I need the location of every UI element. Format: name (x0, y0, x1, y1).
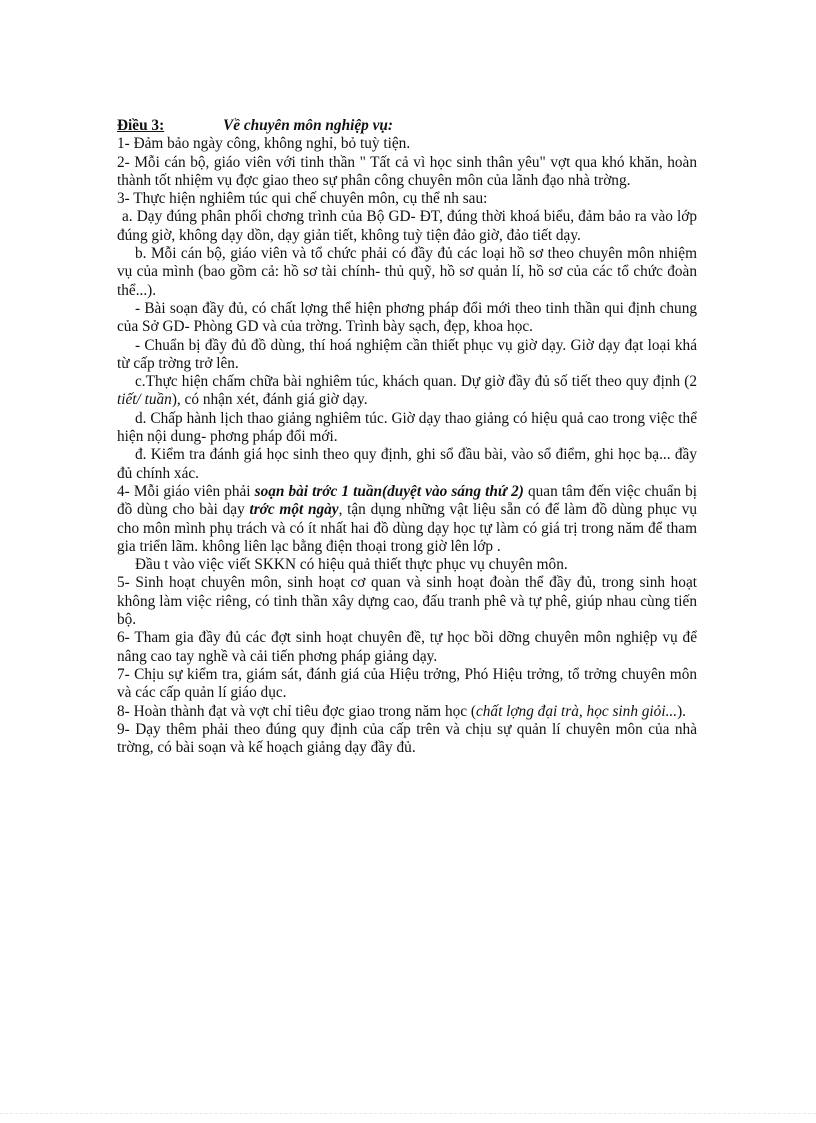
paragraph-3c-text-b: ), có nhận xét, đánh giá giờ dạy. (171, 391, 368, 409)
document-body (117, 117, 697, 757)
paragraph-2: 2- Mỗi cán bộ, giáo viên với tinh thần " Tất cả vì học sinh thân yêu" vợt qua khó khăn, hoàn thành tốt nhiệm vụ đợc giao theo sự phân công chuyên môn của lãnh đạo nhà trờng. (117, 153, 697, 189)
paragraph-3a: a. Dạy đúng phân phối chơng trình của Bộ GD- ĐT, đúng thời khoá biểu, đảm bảo ra vào lớp đúng giờ, không dạy dồn, dạy giản tiết, không tuỳ tiện đảo giờ, đảo tiết dạy. (117, 208, 697, 244)
article-title: Về chuyên môn nghiệp vụ: (223, 117, 393, 134)
paragraph-8-text-b: ). (677, 702, 686, 720)
paragraph-8-italic: chất lợng đại trà, học sinh giỏi... (475, 702, 678, 720)
paragraph-4-emphasis-b: trớc một ngày (249, 501, 339, 519)
paragraph-4-text-b: quan tâm đến việc chuẩn bị đồ dùng cho bài dạy (117, 482, 698, 519)
paragraph-8-text-a: 8- Hoàn thành đạt và vợt chỉ tiêu đợc giao trong năm học ( (117, 702, 476, 720)
paragraph-1: 1- Đảm bảo ngày công, không nghỉ, bỏ tuỳ tiện. (117, 135, 411, 153)
paragraph-4-text-c: , tận dụng những vật liệu sẵn có để làm đồ dùng phục vụ cho môn mình phụ trách và có ít nhất hai đồ dùng dạy học tự làm có giá trị trong năm để tham gia triển lãm. không liên lạc bằng điện thoại trong giờ lên lớp . (117, 501, 698, 555)
paragraph-8 (117, 703, 697, 721)
paragraph-3d: d. Chấp hành lịch thao giảng nghiêm túc. Giờ dạy thao giảng có hiệu quả cao trong việc thể hiện nội dung- phơng pháp đổi mới. (117, 409, 697, 446)
page-bottom-rule (0, 1113, 816, 1114)
article-label: Điều 3: (117, 117, 165, 134)
paragraph-3b: b. Mỗi cán bộ, giáo viên và tổ chức phải có đầy đủ các loại hồ sơ theo chuyên môn nhiệm vụ của mình (bao gồm cả: hồ sơ tài chính- thủ quỹ, hồ sơ quản lí, hồ sơ của các tổ chức đoàn thể...). (117, 245, 697, 299)
paragraph-3c-text-a: c.Thực hiện chấm chữa bài nghiêm túc, khách quan. Dự giờ đầy đủ số tiết theo quy định (2 (135, 373, 697, 391)
paragraph-3b-teaching-aids: - Chuẩn bị đầy đủ đồ dùng, thí hoá nghiệm cần thiết phục vụ giờ dạy. Giờ dạy đạt loại khá từ cấp trờng trở lên. (117, 336, 697, 372)
paragraph-3dd: đ. Kiểm tra đánh giá học sinh theo quy định, ghi sổ đầu bài, vào sổ điểm, ghi học bạ... đầy đủ chính xác. (117, 446, 697, 482)
paragraph-4 (117, 483, 697, 556)
paragraph-7: 7- Chịu sự kiểm tra, giám sát, đánh giá của Hiệu trởng, Phó Hiệu trởng, tổ trởng chuyên môn và các cấp quản lí giáo dục. (117, 665, 697, 702)
paragraph-3b-lesson-plans: - Bài soạn đầy đủ, có chất lợng thể hiện phơng pháp đổi mới theo tinh thần qui định chung của Sở GD- Phòng GD và của trờng. Trình bày sạch, đẹp, khoa học. (117, 299, 697, 336)
paragraph-3: 3- Thực hiện nghiêm túc qui chế chuyên môn, cụ thể nh sau: (117, 190, 488, 208)
paragraph-9: 9- Dạy thêm phải theo đúng quy định của cấp trên và chịu sự quản lí chuyên môn của nhà trờng, có bài soạn và kế hoạch giảng dạy đầy đủ. (117, 720, 697, 757)
paragraph-3c-italic: tiết/ tuần (117, 391, 172, 409)
paragraph-3c (117, 373, 697, 410)
paragraph-5: 5- Sinh hoạt chuyên môn, sinh hoạt cơ quan và sinh hoạt đoàn thể đầy đủ, trong sinh hoạt không làm việc riêng, có tinh thần xây dựng cao, đấu tranh phê và tự phê, giúp nhau cùng tiến bộ. (117, 574, 697, 629)
paragraph-4-skkn: Đầu t vào việc viết SKKN có hiệu quả thiết thực phục vụ chuyên môn. (135, 556, 568, 574)
article-heading (117, 117, 697, 135)
paragraph-4-text-a: 4- Mỗi giáo viên phải (117, 482, 255, 500)
paragraph-4-emphasis-a: soạn bài trớc 1 tuần(duyệt vào sáng thứ 2) (254, 482, 524, 500)
paragraph-6: 6- Tham gia đầy đủ các đợt sinh hoạt chuyên đề, tự học bồi dỡng chuyên môn nghiệp vụ để nâng cao tay nghề và cải tiến phơng pháp giảng dạy. (117, 629, 697, 665)
